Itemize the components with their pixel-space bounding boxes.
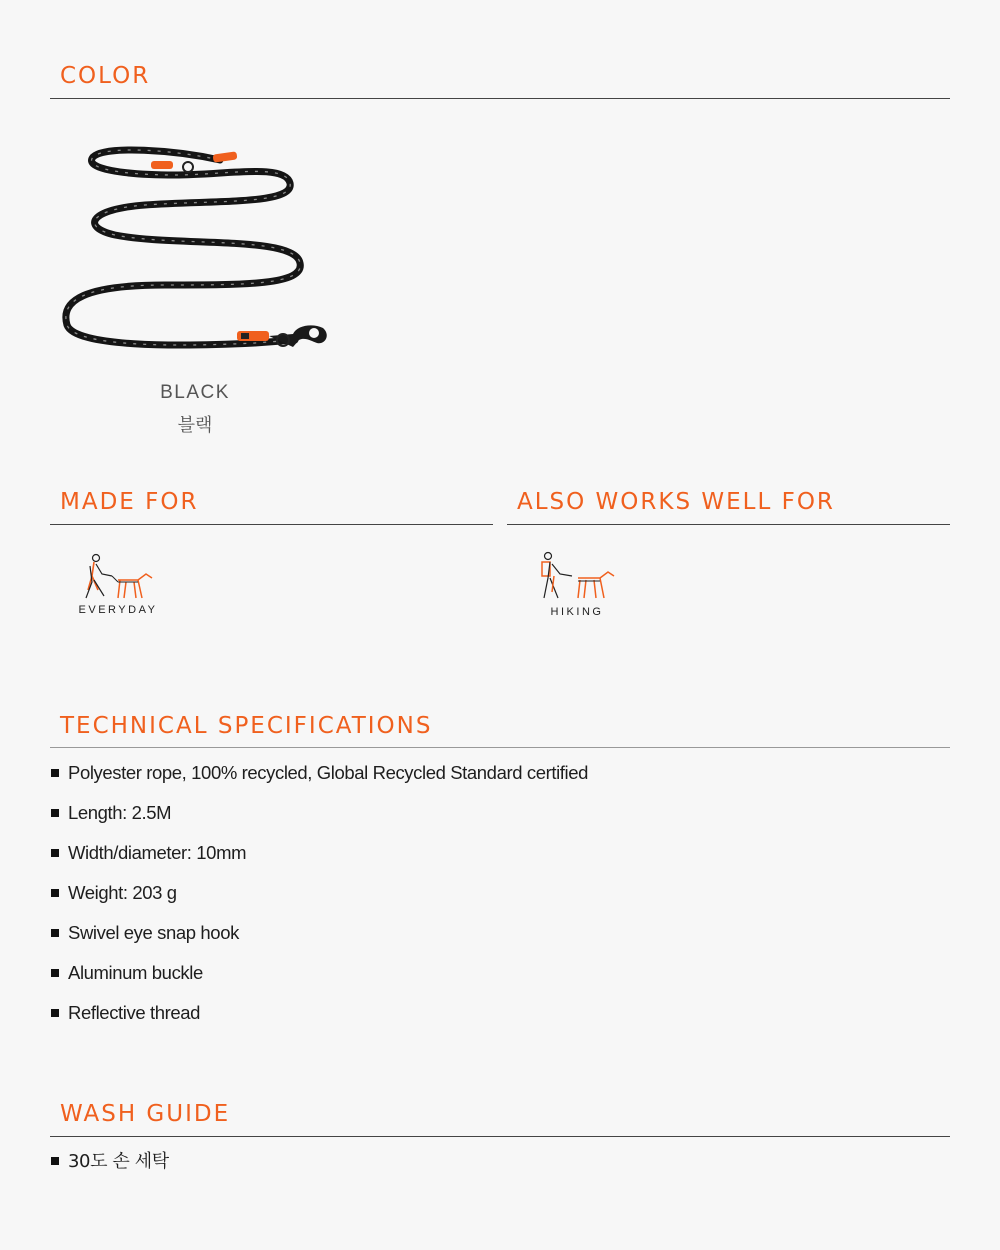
spec-item-text: Weight: 203 g bbox=[68, 882, 177, 903]
spec-item-text: Aluminum buckle bbox=[68, 962, 203, 983]
bullet-icon bbox=[51, 969, 59, 977]
also-works-title: ALSO WORKS WELL FOR bbox=[517, 489, 835, 515]
activity-label: EVERYDAY bbox=[78, 604, 158, 616]
divider bbox=[50, 98, 950, 99]
wash-item bbox=[50, 1148, 169, 1188]
leash-image bbox=[55, 135, 345, 365]
color-section-title: COLOR bbox=[60, 63, 151, 89]
wash-guide-title: WASH GUIDE bbox=[60, 1101, 231, 1127]
activity-hiking bbox=[535, 550, 619, 618]
tech-specs-title: TECHNICAL SPECIFICATIONS bbox=[60, 713, 433, 739]
bullet-icon bbox=[51, 929, 59, 937]
spec-item bbox=[50, 800, 588, 840]
bullet-icon bbox=[51, 889, 59, 897]
color-name-en: BLACK bbox=[160, 382, 230, 403]
walking-dog-icon bbox=[82, 552, 154, 604]
spec-item-text: Length: 2.5M bbox=[68, 802, 172, 823]
spec-item-text: Swivel eye snap hook bbox=[68, 922, 239, 943]
hiking-dog-icon bbox=[538, 550, 616, 606]
spec-item-text: Width/diameter: 10mm bbox=[68, 842, 247, 863]
bullet-icon bbox=[51, 1157, 59, 1165]
spec-item bbox=[50, 880, 588, 920]
spec-item-text: Polyester rope, 100% recycled, Global Recycled Standard certified bbox=[68, 762, 589, 783]
spec-list bbox=[50, 760, 588, 1040]
spec-item bbox=[50, 1000, 588, 1040]
color-name-ko: 블랙 bbox=[177, 415, 213, 436]
spec-item bbox=[50, 760, 588, 800]
wash-list bbox=[50, 1148, 169, 1188]
bullet-icon bbox=[51, 769, 59, 777]
wash-item-text: 30도 손 세탁 bbox=[68, 1151, 169, 1172]
divider bbox=[50, 1136, 950, 1137]
divider bbox=[507, 524, 950, 525]
spec-item bbox=[50, 960, 588, 1000]
spec-item bbox=[50, 840, 588, 880]
divider bbox=[50, 524, 493, 525]
spec-item bbox=[50, 920, 588, 960]
bullet-icon bbox=[51, 849, 59, 857]
bullet-icon bbox=[51, 809, 59, 817]
made-for-title: MADE FOR bbox=[60, 489, 199, 515]
bullet-icon bbox=[51, 1009, 59, 1017]
color-swatch-black[interactable] bbox=[55, 135, 345, 365]
activity-everyday bbox=[78, 552, 158, 616]
activity-label: HIKING bbox=[550, 606, 604, 618]
spec-item-text: Reflective thread bbox=[68, 1002, 201, 1023]
divider bbox=[50, 747, 950, 748]
